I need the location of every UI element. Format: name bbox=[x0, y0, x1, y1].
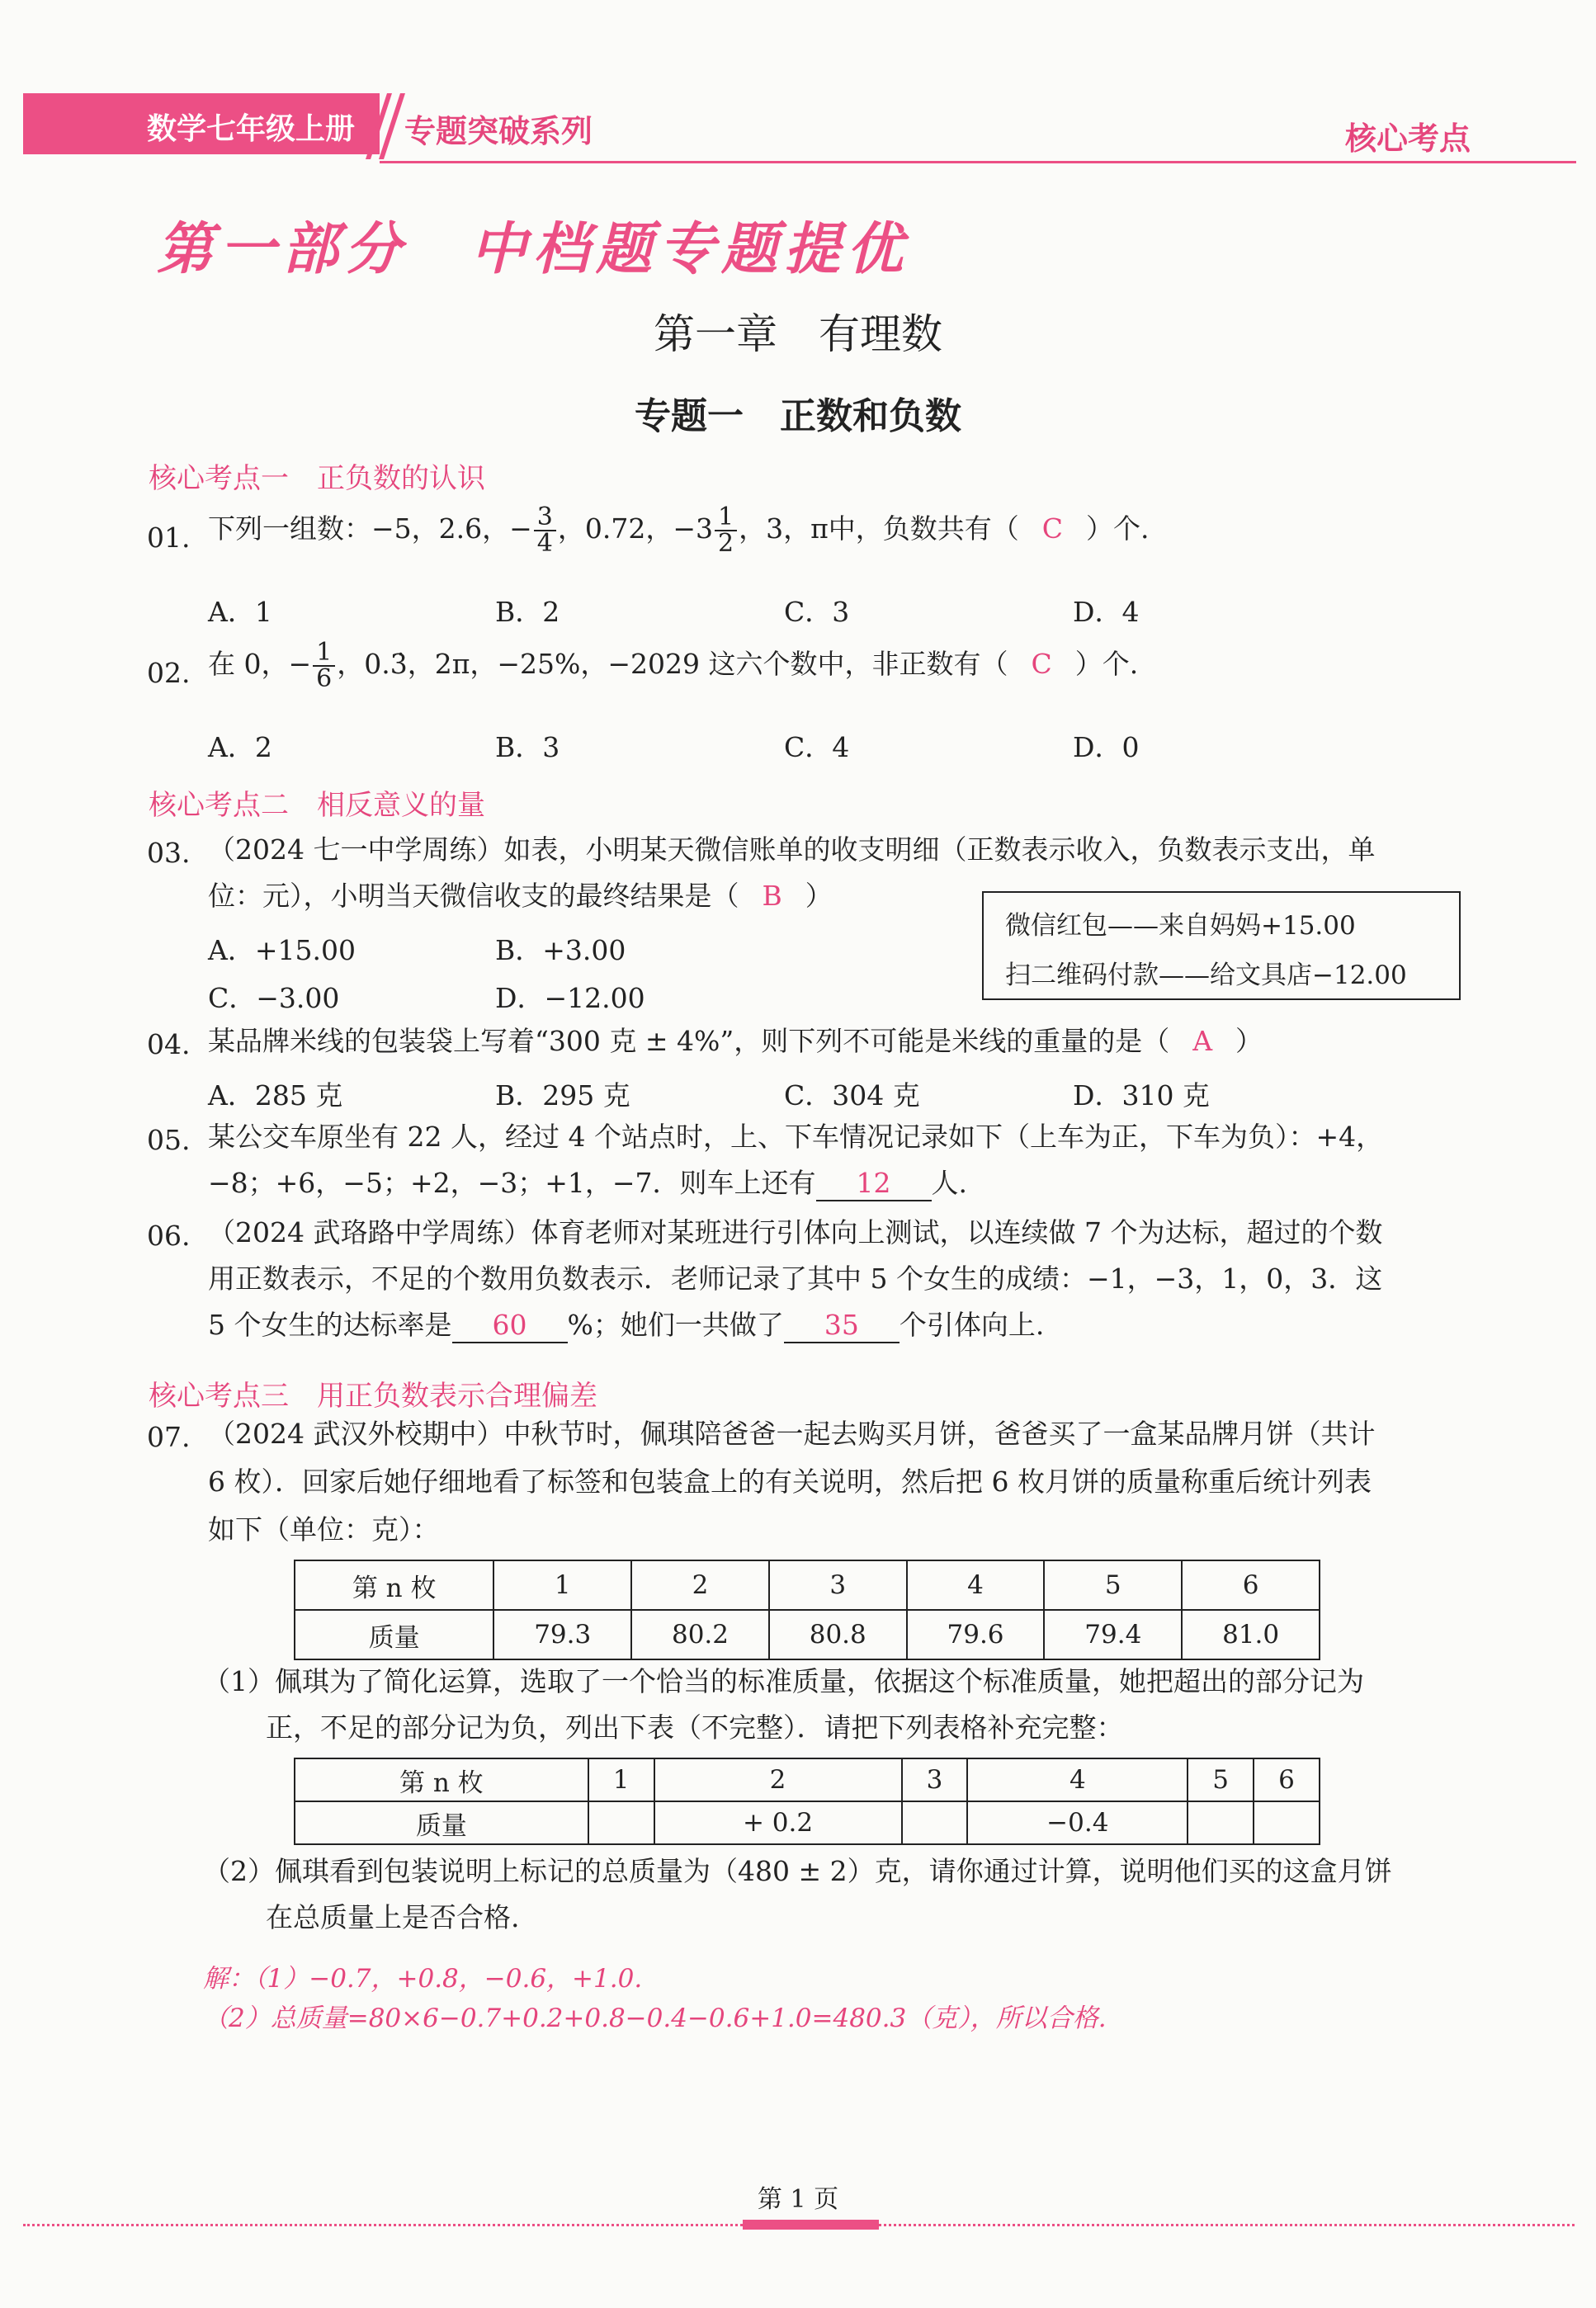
table-cell: 2 bbox=[654, 1758, 902, 1801]
deviation-table bbox=[294, 1758, 1320, 1845]
page-number: 第 1 页 bbox=[757, 2185, 839, 2214]
table-cell: 5 bbox=[1188, 1758, 1254, 1801]
question-07-part2-line1: （2）佩琪看到包装说明上标记的总质量为（480 ± 2）克，请你通过计算，说明他们买的这盒月饼 bbox=[203, 1855, 1392, 1887]
table-cell: 80.8 bbox=[769, 1610, 907, 1659]
question-05-line1: 某公交车原坐有 22 人，经过 4 个站点时，上、下车情况记录如下（上车为正，下车为负）：+4， bbox=[208, 1121, 1384, 1153]
table-cell bbox=[1254, 1801, 1320, 1844]
option: D．−12.00 bbox=[495, 982, 645, 1014]
option: D．4 bbox=[1073, 596, 1140, 628]
option: D．0 bbox=[1073, 731, 1140, 763]
header-grade: 数学七年级上册 bbox=[147, 112, 356, 146]
header-right-label: 核心考点 bbox=[1345, 120, 1471, 157]
option: B．295 克 bbox=[495, 1079, 630, 1112]
table-cell: 79.6 bbox=[907, 1610, 1045, 1659]
table-row bbox=[295, 1758, 1320, 1801]
table-cell bbox=[1188, 1801, 1254, 1844]
section-heading: 核心考点一 正负数的认识 bbox=[149, 462, 485, 495]
table-cell: 第 n 枚 bbox=[295, 1758, 588, 1801]
table-cell: 3 bbox=[902, 1758, 968, 1801]
table-cell: 质量 bbox=[295, 1801, 588, 1844]
question-03-line2: 位：元），小明当天微信收支的最终结果是（ B ） bbox=[208, 880, 833, 912]
table-cell: 4 bbox=[907, 1560, 1045, 1610]
header-series: 专题突破系列 bbox=[404, 112, 593, 149]
table-cell: 79.3 bbox=[493, 1610, 631, 1659]
question-number: 07. bbox=[147, 1421, 191, 1453]
answer-blank: 35 bbox=[784, 1309, 900, 1343]
question-06-line1: （2024 武珞路中学周练）体育老师对某班进行引体向上测试，以连续做 7 个为达标，超过的个数 bbox=[208, 1216, 1383, 1248]
table-cell: 1 bbox=[588, 1758, 654, 1801]
question-07-part1-line1: （1）佩琪为了简化运算，选取了一个恰当的标准质量，依据这个标准质量，她把超出的部分记为 bbox=[203, 1665, 1364, 1697]
table-cell: 第 n 枚 bbox=[295, 1560, 493, 1610]
question-04-text: 某品牌米线的包装袋上写着“300 克 ± 4%”，则下列不可能是米线的重量的是（ A ） bbox=[208, 1025, 1263, 1057]
table-row bbox=[295, 1801, 1320, 1844]
part-title: 第一部分 中档题专题提优 bbox=[157, 216, 910, 282]
table-cell: 质量 bbox=[295, 1610, 493, 1659]
wechat-bill-item: 扫二维码付款——给文具店−12.00 bbox=[1005, 960, 1407, 990]
answer: B bbox=[762, 880, 782, 912]
table-cell: 4 bbox=[967, 1758, 1188, 1801]
question-02-text: 在 0，− $\frac{1}{6}$ ，0.3̇，2π，−25%，−2029 这六个数中，非正数有（ C ）个. bbox=[208, 638, 1139, 693]
footer-accent bbox=[743, 2220, 879, 2230]
option: A．+15.00 bbox=[208, 934, 356, 966]
option: C．304 克 bbox=[784, 1079, 920, 1112]
question-07-part1-line2: 正，不足的部分记为负，列出下表（不完整）．请把下列表格补充完整： bbox=[266, 1711, 1124, 1744]
table-cell: 80.2 bbox=[631, 1610, 769, 1659]
table-row bbox=[295, 1610, 1320, 1659]
table-cell: 79.4 bbox=[1044, 1610, 1182, 1659]
question-07-line3: 如下（单位：克）： bbox=[208, 1513, 440, 1546]
question-01-text: 下列一组数：−5，2.6，− $\frac{3}{4}$ ，0.72，−3 $\frac{1}{2}$ ，3，π中，负数共有（ C ）个. bbox=[208, 503, 1150, 558]
option: B．+3.00 bbox=[495, 934, 626, 966]
header-underline bbox=[380, 161, 1576, 163]
question-06-line3: 5 个女生的达标率是 60 %；她们一共做了 35 个引体向上. bbox=[208, 1309, 1044, 1343]
solution-line: 解：（1）−0.7，+0.8，−0.6，+1.0. bbox=[203, 1964, 643, 1994]
option: A．2 bbox=[208, 731, 272, 763]
section-heading: 核心考点三 用正负数表示合理偏差 bbox=[149, 1380, 597, 1413]
question-06-line2: 用正数表示，不足的个数用负数表示．老师记录了其中 5 个女生的成绩：−1，−3，1，0，3．这 bbox=[208, 1263, 1383, 1295]
option: B．3 bbox=[495, 731, 560, 763]
question-05-line2: −8；+6，−5；+2，−3；+1，−7．则车上还有 12 人. bbox=[208, 1167, 967, 1201]
question-number: 02. bbox=[147, 657, 191, 689]
answer: C bbox=[1031, 648, 1052, 680]
table-cell: 81.0 bbox=[1182, 1610, 1320, 1659]
question-number: 05. bbox=[147, 1124, 191, 1156]
option: D．310 克 bbox=[1073, 1079, 1210, 1112]
table-cell bbox=[902, 1801, 968, 1844]
question-number: 03. bbox=[147, 837, 191, 869]
option: A．285 克 bbox=[208, 1079, 343, 1112]
solution-line: （2）总质量=80×6−0.7+0.2+0.8−0.4−0.6+1.0=480.3（克），所以合格. bbox=[203, 2004, 1107, 2033]
option: B．2 bbox=[495, 596, 560, 628]
question-07-part2-line2: 在总质量上是否合格. bbox=[266, 1901, 520, 1933]
question-number: 04. bbox=[147, 1028, 191, 1060]
question-number: 06. bbox=[147, 1220, 191, 1252]
topic-title: 专题一 正数和负数 bbox=[635, 395, 961, 437]
mooncake-mass-table bbox=[294, 1560, 1320, 1660]
table-cell: 2 bbox=[631, 1560, 769, 1610]
table-cell: 3 bbox=[769, 1560, 907, 1610]
section-heading: 核心考点二 相反意义的量 bbox=[149, 789, 485, 822]
question-07-line1: （2024 武汉外校期中）中秋节时，佩琪陪爸爸一起去购买月饼，爸爸买了一盒某品牌月饼（共计 bbox=[208, 1418, 1376, 1450]
answer-blank: 12 bbox=[816, 1167, 932, 1201]
question-number: 01. bbox=[147, 522, 191, 554]
table-cell: −0.4 bbox=[967, 1801, 1188, 1844]
answer-blank: 60 bbox=[452, 1309, 568, 1343]
table-row bbox=[295, 1560, 1320, 1610]
question-07-line2: 6 枚）．回家后她仔细地看了标签和包装盒上的有关说明，然后把 6 枚月饼的质量称重后统计列表 bbox=[208, 1466, 1372, 1498]
chapter-title: 第一章 有理数 bbox=[654, 310, 942, 358]
option: C．−3.00 bbox=[208, 982, 340, 1014]
option: C．3 bbox=[784, 596, 850, 628]
table-cell: + 0.2 bbox=[654, 1801, 902, 1844]
table-cell: 1 bbox=[493, 1560, 631, 1610]
answer: A bbox=[1192, 1025, 1213, 1057]
answer: C bbox=[1041, 512, 1064, 545]
table-cell: 6 bbox=[1254, 1758, 1320, 1801]
fraction: $\frac{3}{4}$ bbox=[534, 505, 556, 556]
fraction: $\frac{1}{2}$ bbox=[715, 505, 737, 556]
option: A．1 bbox=[208, 596, 272, 628]
option: C．4 bbox=[784, 731, 850, 763]
question-03-line1: （2024 七一中学周练）如表，小明某天微信账单的收支明细（正数表示收入，负数表示支出，单 bbox=[208, 833, 1376, 866]
table-cell: 6 bbox=[1182, 1560, 1320, 1610]
table-cell bbox=[588, 1801, 654, 1844]
wechat-bill-item: 微信红包——来自妈妈+15.00 bbox=[1005, 911, 1356, 941]
fraction: $\frac{1}{6}$ bbox=[313, 640, 335, 691]
table-cell: 5 bbox=[1044, 1560, 1182, 1610]
